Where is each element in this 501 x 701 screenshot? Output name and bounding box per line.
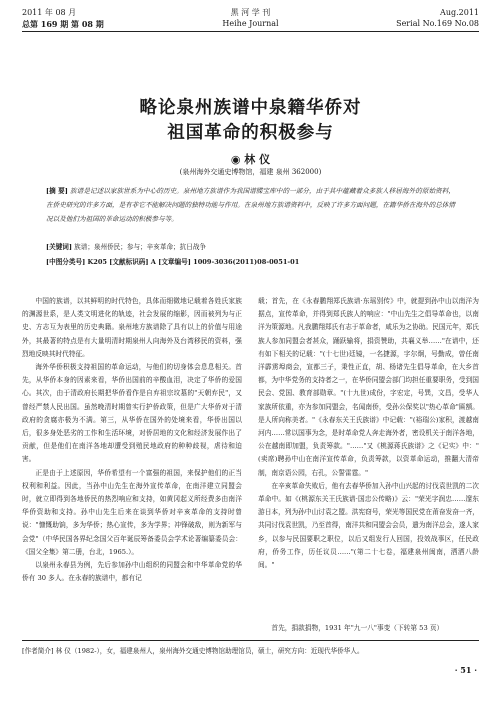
- header-date-left: 2011 年 08 月: [22, 8, 77, 17]
- footnote-rule: [22, 640, 479, 641]
- page-number: · 51 ·: [454, 665, 477, 675]
- author-bio-footnote: [作者简介] 林 仪（1982-），女，福建泉州人，泉州海外交通史博物馆助理馆员，硕士，研究方向：近现代华侨华人。: [22, 647, 364, 655]
- article-title-line2: 祖国革命的积极参与: [167, 123, 334, 143]
- right-paragraph: 载；首先，在《永春鹏翔郑氏族谱·东瑶别传》中，就提到孙中山以南洋为据点，宣传革命，并得到郑氏族人的响应："中山先生之倡导革命也，以南洋为策源地。凡我鹏翔郑氏有志于革命者，咸乐为之协助。民国元年，郑氏族人参加同盟会者甚众，踊跃输将，捐资赞助，共襄义举……"在谱中，还有如下相关的记载："(十七世)廷镜，一名捷源，字尔炯，号勤成，曾任南洋霹雳埠商会，宣都三子，秉性正直，胡、杨诸先生倡导革命，在大乡首都，为中华党务的支持者之一，在华侨同盟会部门均担任重要职务，受到国民会、党国、教育部勋章。"(十九世)成份，字宏定，号巽，文昌，受华人家族所依重，亦为参加同盟会，名闻南侨，受孙公保奖以"热心革命"匾额。是人所向称美者。"《永春东关王氏族谱》中记载："(裕瑞公)家积，渡越南河内……常以国事为念，是时革命党人奔走海外者，密设机关于南洋各地，公在越南即加盟，负责筹款。"……"又《桃源蒋氏族谱》之《记实》中："(卖席)聘孙中山在南洋宣传革命，负责筹款，以资革命运动，推翻大清帝制，南京语公园，右孔，公誓雷霆。": [258, 297, 479, 477]
- author: ◉ 林 仪: [230, 153, 271, 166]
- abstract: [46, 184, 455, 226]
- header-rule: [22, 31, 479, 32]
- keywords-text: 族谱；泉州侨民；参与；辛亥革命；抗日战争: [74, 243, 207, 251]
- classification: [中图分类号] K205 [文献标识码] A [文章编号] 1009-3036(2011)08-0051-01: [46, 258, 300, 266]
- header-journal-cn: 黑 河 学 刊: [230, 8, 271, 17]
- left-paragraph: 正是由于上述原因，华侨希望有一个富强的祖国，来保护他们的正当权利和利益。因此，当孙中山先生在海外宣传革命，在南洋建立同盟会时，就立即得到各地侨民的热烈响应和支持，如黄冈起义所经费多由南洋华侨资助和支持。孙中山先生后来在谈到华侨对辛亥革命的支持时曾说："慷慨助饷，多为华侨；热心宣传，多为学界；冲锋破敌，则为新军与会党"（中华民国各界纪念国父百年诞辰筹备委员会学术论著编纂委员会：《国父全集》第二册，台北，1965.）。: [22, 468, 242, 556]
- right-column-last-line: 首先，捐款捐物，1931 年"九一八"事变（下转第 53 页）: [271, 624, 444, 632]
- keywords-label: [关键词]: [46, 243, 73, 251]
- header-issue-left: 总第 169 期 第 08 期: [22, 19, 104, 29]
- right-column: [258, 295, 479, 621]
- keywords: [46, 241, 455, 253]
- left-column: [22, 295, 242, 635]
- affiliation: (泉州海外交通史博物馆，福建 泉州 362000): [179, 168, 322, 176]
- header-issue-right: Serial No.169 No.08: [396, 19, 479, 28]
- left-paragraph: 海外华侨积极支持祖国的革命运动，与他们的切身体会息息相关。首先，从华侨本身的因素来看，华侨出国前的辛酸血泪，决定了华侨的爱国心。其次，由于清政府长期把华侨看作是自弃祖宗坟墓的"天朝弃民"，又曾经严禁人民出国。虽然晚清时期曾实行护侨政策，但是广大华侨对于清政府的贪腐亦极为不满。第三，从华侨在国外的处境来看，华侨出国以后，很多身处恶劣的工作和生活环境，对侨居地的文化和经济发展作出了贡献，但是他们在南洋各地却遭受到殖民地政府的种种歧视，虐待和迫害。: [22, 363, 242, 464]
- abstract-text: 族谱是记述以家族世系为中心的历史。泉州地方族谱作为我国谱牒宝库中的一部分，由于其中蕴藏着众多族人移居海外的原始资料，在侨史研究的许多方面，是有非它不能解决问题的独特功能与作用。在泉州地方族谱资料中，反映了许多方面问题，在籍华侨在海外的总体情况以及他们为祖国的革命运动的积极参与等。: [46, 187, 455, 223]
- abstract-label: [摘 要]: [46, 187, 68, 195]
- header-journal-en: Heihe Journal: [222, 19, 279, 28]
- right-paragraph: 在辛亥革命失败后，他有去春华侨加入孙中山兴起的讨伐袁世凯的二次革命中。如《(桃源东关王氏族谱·国忠公传略)》云："荣光字润忠……邃东游日本，列为孙中山讨袁之盟。洪宪窃号，荣光等国民党在莆奋发奋一齐，共同讨伐袁世凯，乃至首得，南洋共和同盟会会员，遣为南洋总会，遂人家乡，以参与民国要职之职位，以后又组发行人回国，投效战事区，任民政府，侨务工作，历任议员……"(第二十七卷，福建泉州闽南，洒洒八龄间。": [258, 481, 479, 570]
- article-title-line1: 略论泉州族谱中泉籍华侨对: [139, 98, 362, 118]
- header-date-right: Aug.2011: [440, 8, 479, 17]
- left-paragraph: 以泉州永春县为例，先后参加孙中山组织的同盟会和中华革命党的华侨有 30 多人。在永春的族谱中，都有记: [22, 561, 242, 583]
- left-paragraph: 中国的族谱，以其鲜明的时代特色，具体而细微地记载着各姓氏家族的渊源世系，是人类文明进化的轨迹，社会发展的缩影，因而被列为与正史、方志互为表里的历史典籍。泉州地方族谱除了具有以上的价值与用途外，其最著的特点是有大量明清时期泉州人向海外及台湾移民的资料，强烈地反映其时代特征。: [22, 297, 242, 358]
